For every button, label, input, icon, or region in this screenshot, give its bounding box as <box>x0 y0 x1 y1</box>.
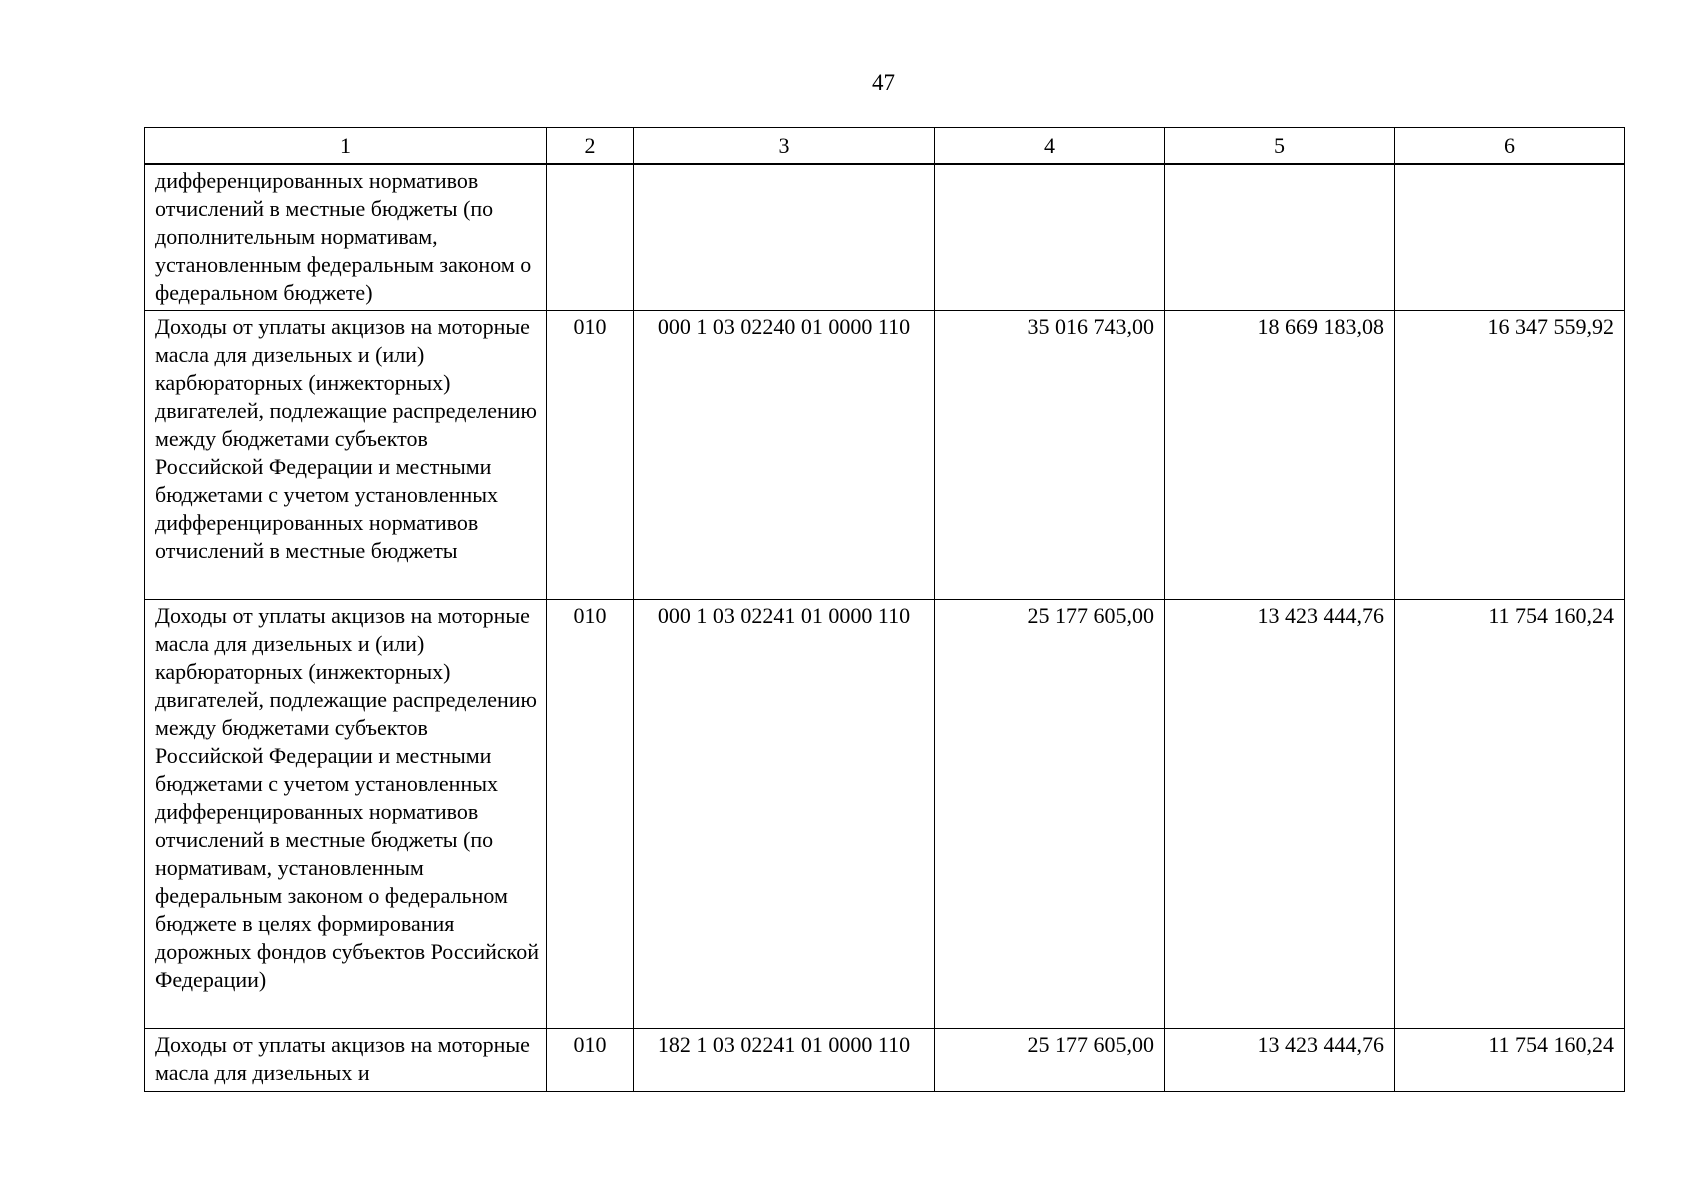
executed-amount-cell: 13 423 444,76 <box>1165 1029 1395 1092</box>
budget-code-cell: 182 1 03 02241 01 0000 110 <box>634 1029 935 1092</box>
income-name-cell: Доходы от уплаты акцизов на моторные масла для дизельных и <box>145 1029 547 1092</box>
admin-code-cell: 010 <box>547 600 634 1029</box>
remaining-amount-cell: 16 347 559,92 <box>1395 311 1625 600</box>
page-number: 47 <box>872 70 895 95</box>
table-row <box>145 600 1625 1029</box>
table-row <box>145 164 1625 311</box>
planned-amount-cell: 35 016 743,00 <box>935 311 1165 600</box>
budget-income-table <box>144 127 1625 1092</box>
executed-amount-cell: 18 669 183,08 <box>1165 311 1395 600</box>
income-name-cell: Доходы от уплаты акцизов на моторные масла для дизельных и (или) карбюраторных (инжекторных) двигателей, подлежащие распределению между бюджетами субъектов Российской Федерации и местными бюджетами с учетом установленных дифференцированных нормативов отчислений в местные бюджеты <box>145 311 547 600</box>
budget-code-cell <box>634 164 935 311</box>
remaining-amount-cell: 11 754 160,24 <box>1395 1029 1625 1092</box>
table-body <box>145 164 1625 1092</box>
admin-code-cell: 010 <box>547 311 634 600</box>
table-row <box>145 1029 1625 1092</box>
table-header <box>145 128 1625 165</box>
budget-code-cell: 000 1 03 02241 01 0000 110 <box>634 600 935 1029</box>
column-header-5: 5 <box>1165 128 1395 165</box>
executed-amount-cell <box>1165 164 1395 311</box>
header-row <box>145 128 1625 165</box>
admin-code-cell: 010 <box>547 1029 634 1092</box>
column-header-1: 1 <box>145 128 547 165</box>
executed-amount-cell: 13 423 444,76 <box>1165 600 1395 1029</box>
column-header-2: 2 <box>547 128 634 165</box>
budget-code-cell: 000 1 03 02240 01 0000 110 <box>634 311 935 600</box>
column-header-6: 6 <box>1395 128 1625 165</box>
planned-amount-cell: 25 177 605,00 <box>935 600 1165 1029</box>
income-name-cell: Доходы от уплаты акцизов на моторные масла для дизельных и (или) карбюраторных (инжекторных) двигателей, подлежащие распределению между бюджетами субъектов Российской Федерации и местными бюджетами с учетом установленных дифференцированных нормативов отчислений в местные бюджеты (по нормативам, установленным федеральным законом о федеральном бюджете в целях формирования дорожных фондов субъектов Российской Федерации) <box>145 600 547 1029</box>
admin-code-cell <box>547 164 634 311</box>
planned-amount-cell <box>935 164 1165 311</box>
income-name-cell: дифференцированных нормативов отчислений в местные бюджеты (по дополнительным нормативам, установленным федеральным законом о федеральном бюджете) <box>145 164 547 311</box>
column-header-3: 3 <box>634 128 935 165</box>
planned-amount-cell: 25 177 605,00 <box>935 1029 1165 1092</box>
remaining-amount-cell <box>1395 164 1625 311</box>
remaining-amount-cell: 11 754 160,24 <box>1395 600 1625 1029</box>
table-row <box>145 311 1625 600</box>
column-header-4: 4 <box>935 128 1165 165</box>
